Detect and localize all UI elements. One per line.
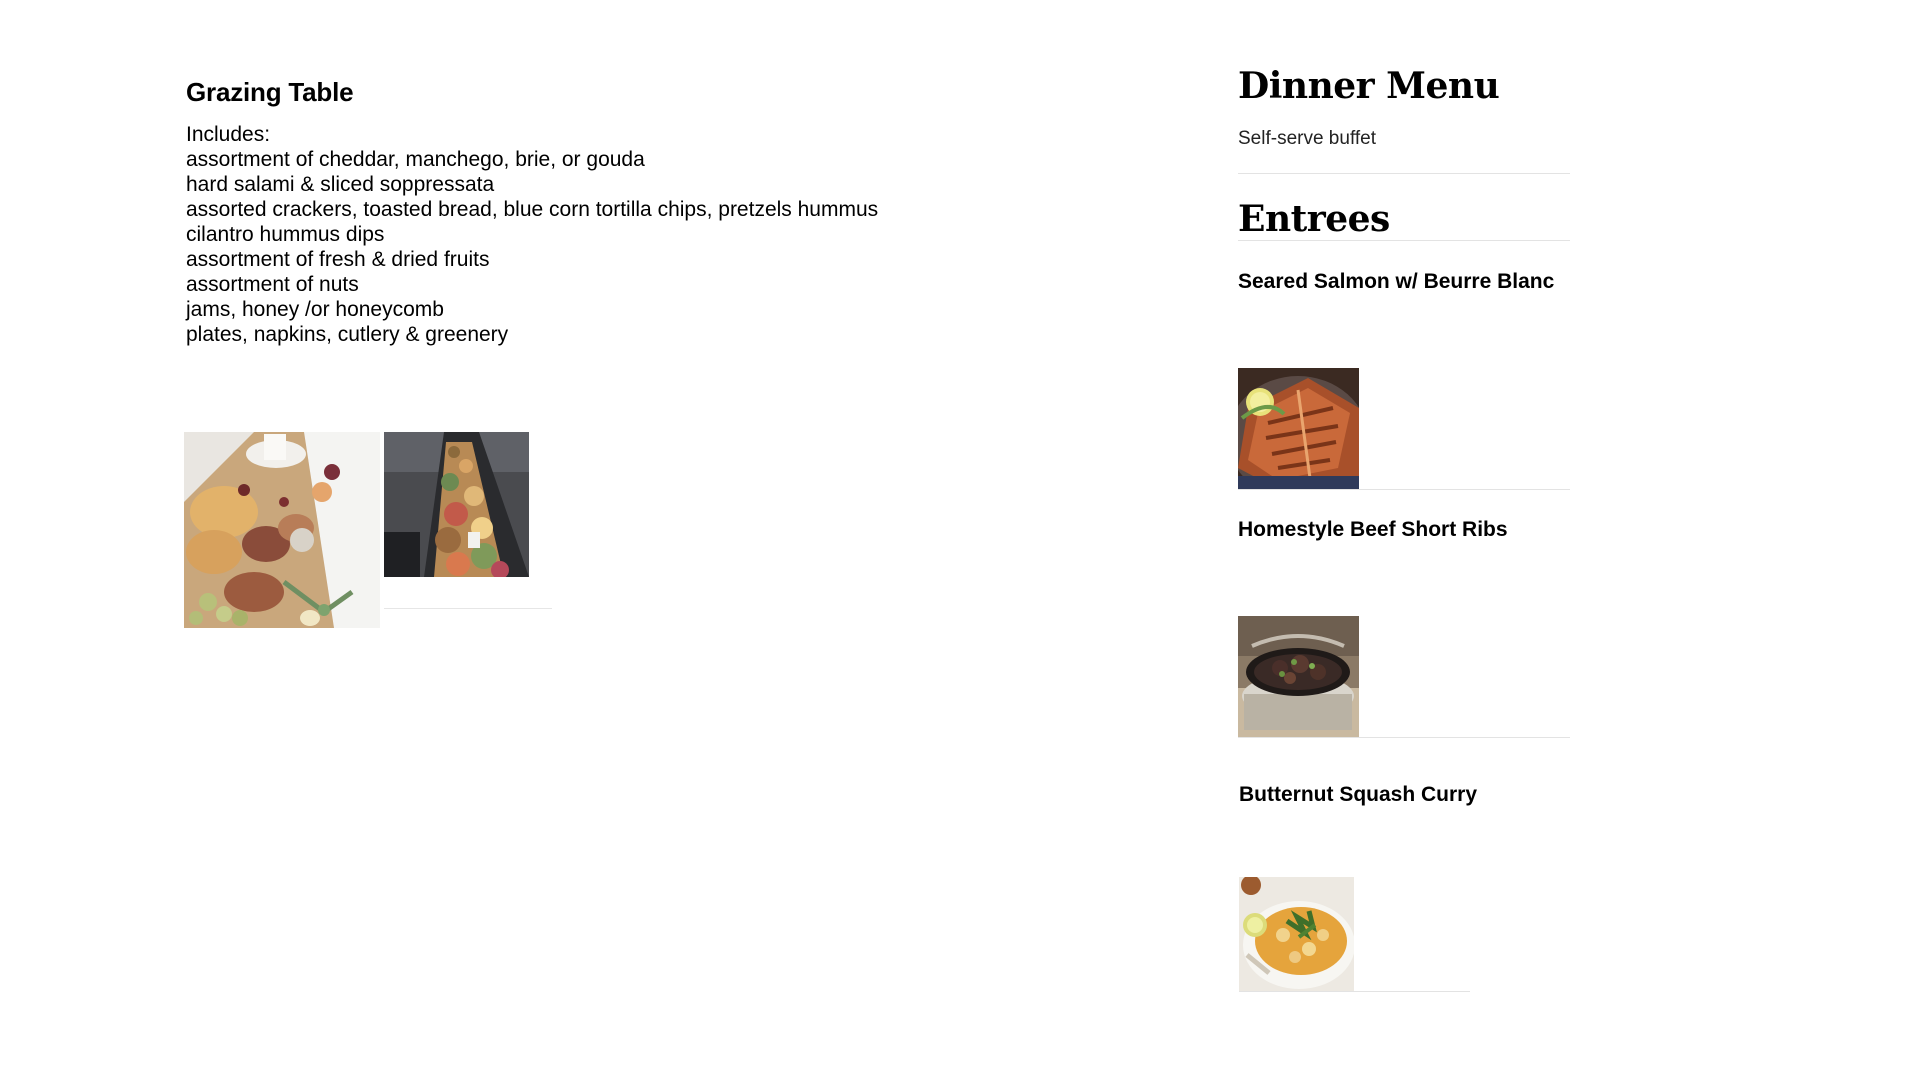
list-item: assortment of cheddar, manchego, brie, or gouda (186, 148, 645, 171)
list-item: assortment of fresh & dried fruits (186, 248, 490, 271)
squash-curry-photo (1239, 877, 1354, 992)
divider (1238, 173, 1570, 174)
list-item: cilantro hummus dips (186, 223, 385, 246)
divider (1238, 240, 1570, 241)
grazing-table-photo (384, 432, 529, 577)
dinner-menu-subtitle: Self-serve buffet (1238, 128, 1377, 149)
divider (1238, 737, 1570, 738)
entree-name: Homestyle Beef Short Ribs (1238, 518, 1508, 541)
list-item: hard salami & sliced soppressata (186, 173, 495, 196)
salmon-photo (1238, 368, 1359, 489)
divider (1238, 489, 1570, 490)
grazing-divider (384, 608, 552, 609)
divider (1239, 991, 1470, 992)
list-item: plates, napkins, cutlery & greenery (186, 323, 509, 346)
entree-name: Seared Salmon w/ Beurre Blanc (1238, 270, 1555, 293)
dinner-menu-title: Dinner Menu (1238, 65, 1500, 107)
entrees-heading: Entrees (1238, 198, 1390, 240)
grazing-table-section (186, 72, 1006, 347)
grazing-table-photo (184, 432, 380, 628)
includes-label: Includes: (186, 123, 271, 146)
grazing-includes-list (186, 122, 1006, 347)
short-ribs-photo (1238, 616, 1359, 737)
dinner-menu-section (1238, 60, 1570, 806)
grazing-table-title: Grazing Table (186, 77, 354, 107)
entree-name: Butternut Squash Curry (1239, 783, 1478, 806)
list-item: assorted crackers, toasted bread, blue corn tortilla chips, pretzels hummus (186, 198, 879, 221)
list-item: jams, honey /or honeycomb (186, 298, 444, 321)
list-item: assortment of nuts (186, 273, 359, 296)
